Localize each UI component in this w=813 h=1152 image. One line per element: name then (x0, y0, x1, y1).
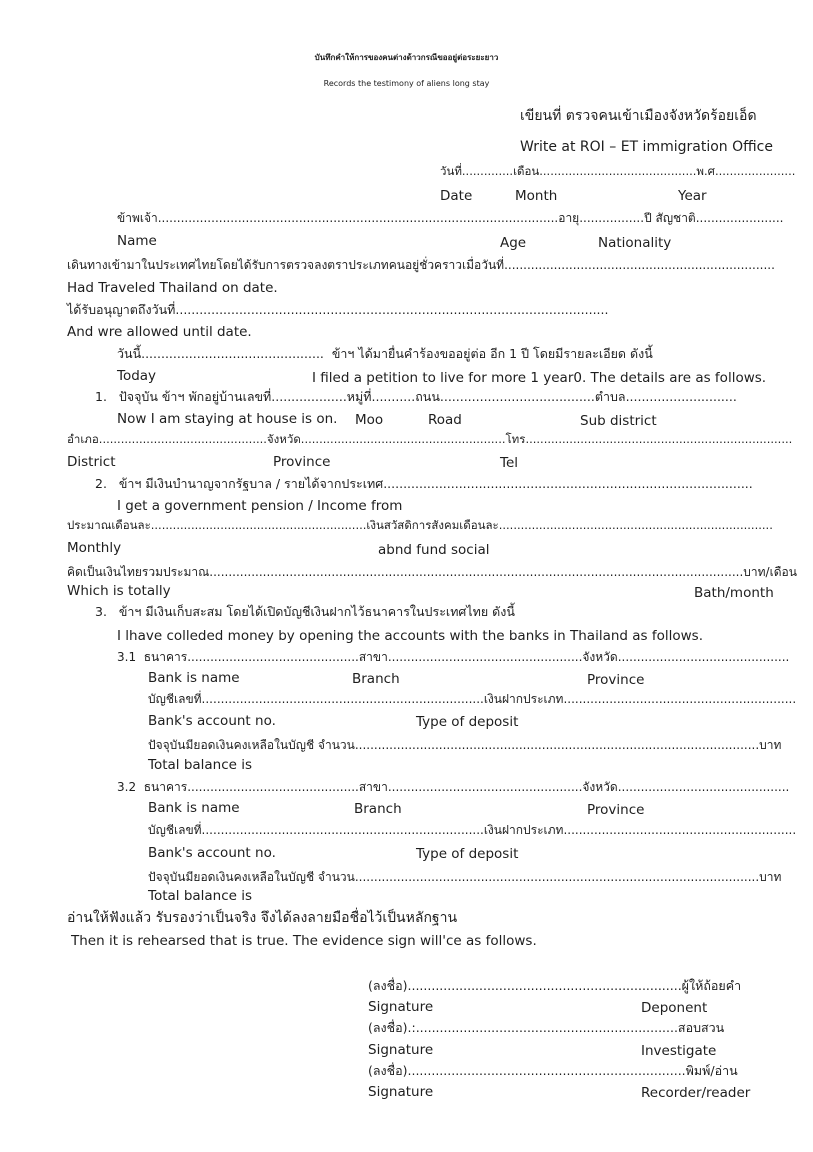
signature-investigate-line: (ลงชื่อ).:..................................................................สอบสวน (368, 1020, 725, 1035)
monthly-line: ประมาณเดือนละ...........................................................เงินสวัสดิการสังคมเดือนละ........................................................................... (67, 518, 773, 532)
district-line: อำเภอ..............................................จังหวัด........................................................โทร......................................................................... (67, 432, 793, 446)
investigate-role: Investigate (641, 1043, 717, 1059)
written-at-english: Write at ROI – ET immigration Office (520, 139, 773, 155)
item1-english: Now I am staying at house is on. (117, 411, 338, 427)
bank1-line: 3.1 ธนาคาร.............................................สาขา...................................................จังหวัด............................................. (117, 650, 790, 664)
item3-line: 3. ข้าฯ มีเงินเก็บสะสม โดยได้เปิดบัญชีเงินฝากไว้ธนาคารในประเทศไทย ดังนี้ (95, 604, 515, 619)
signature-recorder-label: Signature (368, 1084, 434, 1100)
date-label: Date (440, 188, 473, 204)
entry-english: Had Traveled Thailand on date. (67, 280, 278, 296)
subdistrict-label: Sub district (580, 413, 657, 429)
monthly-label: Monthly (67, 540, 122, 556)
identity-line: ข้าพเจ้า.........................................................................................................อายุ.................ปี สัญชาติ....................... (117, 211, 784, 225)
province-label: Province (273, 454, 331, 470)
bank1-account-line: บัญชีเลขที่..........................................................................เงินฝากประเภท............................................................. (148, 692, 797, 706)
name-label: Name (117, 233, 157, 249)
nationality-label: Nationality (598, 235, 672, 251)
recorder-role: Recorder/reader (641, 1085, 751, 1101)
bank2-line: 3.2 ธนาคาร.............................................สาขา...................................................จังหวัด............................................. (117, 780, 790, 794)
month-label: Month (515, 188, 558, 204)
bank2-account-label: Bank's account no. (148, 845, 276, 861)
tel-label: Tel (500, 455, 519, 471)
signature-recorder-line: (ลงชื่อ)......................................................................พิมพ์/อ่าน (368, 1063, 738, 1078)
bank2-account-line: บัญชีเลขที่..........................................................................เงินฝากประเภท............................................................. (148, 823, 797, 837)
deponent-role: Deponent (641, 1000, 708, 1016)
bath-month-label: Bath/month (694, 585, 774, 601)
petition-english: I filed a petition to live for more 1 year0. The details are as follows. (312, 370, 767, 386)
bank1-branch-label: Branch (352, 671, 400, 687)
title-english: Records the testimony of aliens long stay (323, 79, 490, 88)
signature-deponent-line: (ลงชื่อ).....................................................................ผู้ให้ถ้อยคำ (368, 978, 742, 993)
year-label: Year (678, 188, 707, 204)
title-thai: บันทึกคำให้การของคนต่างด้าวกรณีขออยู่ต่อระยะยาว (314, 53, 499, 62)
closing-thai: อ่านให้ฟังแล้ว รับรองว่าเป็นจริง จึงได้ลงลายมือชื่อไว้เป็นหลักฐาน (67, 910, 458, 926)
date-line: วันที่..............เดือน...........................................พ.ศ...................... (440, 164, 796, 178)
today-line: วันนี้.............................................. ข้าฯ ได้มายื่นคำร้องขออยู่ต่อ อีก 1 ปี โดยมีรายละเอียด ดังนี้ (117, 346, 653, 361)
closing-english: Then it is rehearsed that is true. The evidence sign will'ce as follows. (71, 933, 537, 949)
road-label: Road (428, 412, 462, 428)
item2-line: 2. ข้าฯ มีเงินบำนาญจากรัฐบาล / รายได้จากประเทศ............................................................................................. (95, 476, 753, 491)
bank2-balance-line: ปัจจุบันมียอดเงินคงเหลือในบัญชี จำนวน..........................................................................................................บาท (148, 870, 782, 884)
bank1-province-label: Province (587, 672, 645, 688)
bank2-name-label: Bank is name (148, 800, 240, 816)
bank1-balance-line: ปัจจุบันมียอดเงินคงเหลือในบัญชี จำนวน..........................................................................................................บาท (148, 738, 782, 752)
bank2-type-label: Type of deposit (416, 846, 519, 862)
bank1-balance-label: Total balance is (148, 757, 253, 773)
bank2-balance-label: Total balance is (148, 888, 253, 904)
allowed-english: And wre allowed until date. (67, 324, 252, 340)
social-label: abnd fund social (378, 542, 490, 558)
bank2-province-label: Province (587, 802, 645, 818)
item2-english: I get a government pension / Income from (117, 498, 403, 514)
bank1-type-label: Type of deposit (416, 714, 519, 730)
total-label: Which is totally (67, 583, 171, 599)
allowed-line: ได้รับอนุญาตถึงวันที่............................................................................................................. (67, 302, 609, 317)
today-label: Today (117, 368, 157, 384)
entry-line: เดินทางเข้ามาในประเทศไทยโดยได้รับการตรวจลงตราประเภทคนอยู่ชั่วคราวเมื่อวันที่....................................................................... (67, 258, 775, 272)
bank1-name-label: Bank is name (148, 670, 240, 686)
total-line: คิดเป็นเงินไทยรวมประมาณ............................................................................................................................................บาท/เดือน (67, 565, 797, 579)
district-label: District (67, 454, 116, 470)
item1-line: 1. ปัจจุบัน ข้าฯ พักอยู่บ้านเลขที่...................หมู่ที่...........ถนน.......................................ตำบล............................ (95, 389, 737, 404)
item3-english: I lhave colleded money by opening the accounts with the banks in Thailand as follows. (117, 628, 703, 644)
signature-deponent-label: Signature (368, 999, 434, 1015)
age-label: Age (500, 235, 527, 251)
bank1-account-label: Bank's account no. (148, 713, 276, 729)
signature-investigate-label: Signature (368, 1042, 434, 1058)
bank2-branch-label: Branch (354, 801, 402, 817)
written-at-thai: เขียนที่ ตรวจคนเข้าเมืองจังหวัดร้อยเอ็ด (520, 108, 757, 124)
moo-label: Moo (355, 412, 384, 428)
